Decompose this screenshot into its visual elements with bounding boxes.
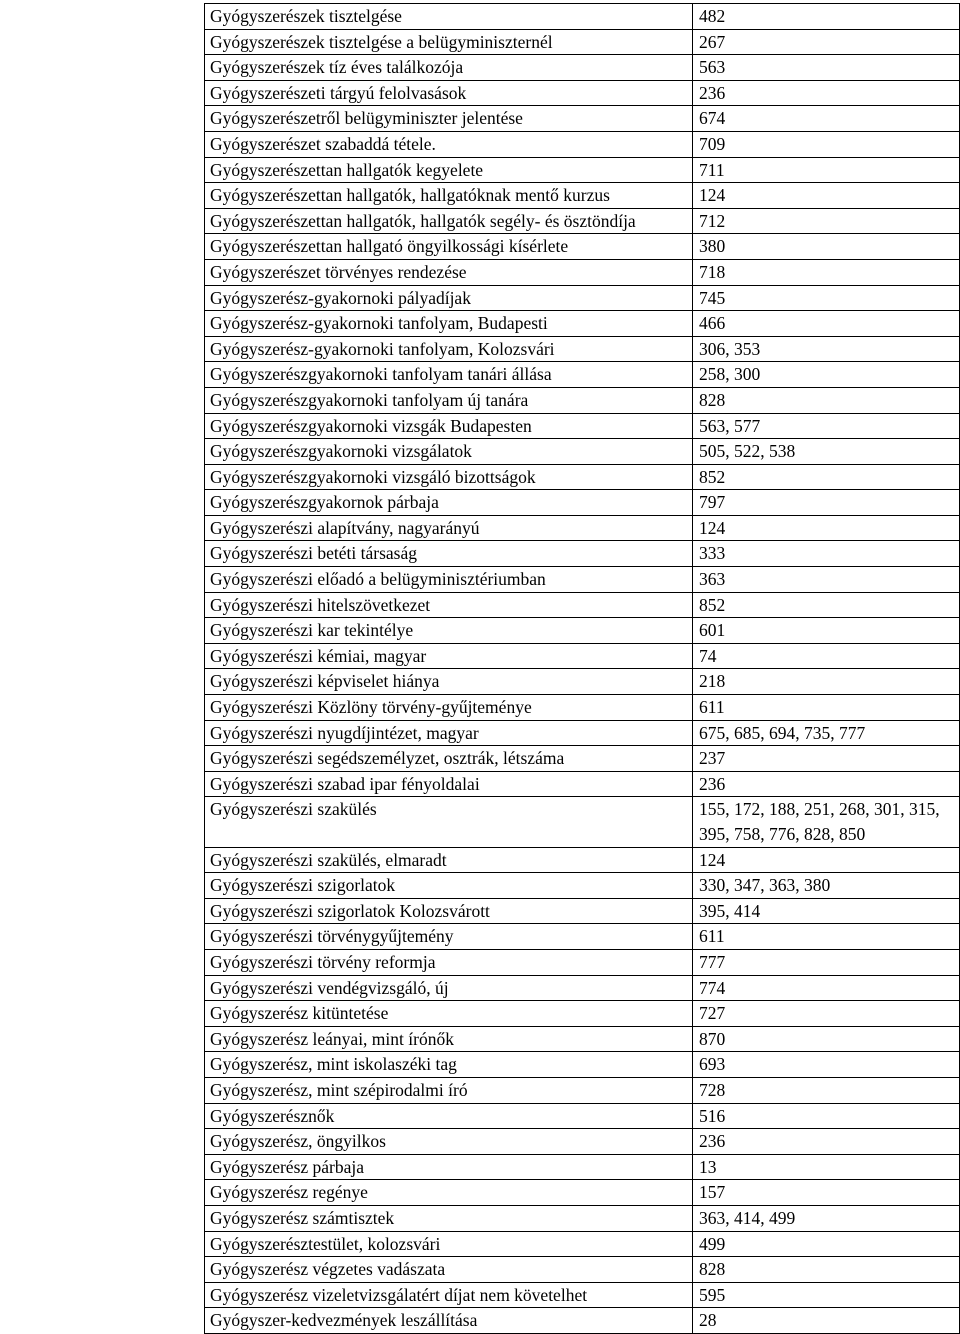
index-pages: 601 <box>693 618 960 644</box>
index-pages: 774 <box>693 975 960 1001</box>
index-term: Gyógyszerész vizeletvizsgálatért díjat nem követelhet <box>205 1282 693 1308</box>
index-term: Gyógyszerészi Közlöny törvény-gyűjteménye <box>205 695 693 721</box>
index-pages: 505, 522, 538 <box>693 439 960 465</box>
index-term: Gyógyszerészek tisztelgése <box>205 4 693 30</box>
index-term: Gyógyszerészek tisztelgése a belügyminiszternél <box>205 29 693 55</box>
index-pages: 258, 300 <box>693 362 960 388</box>
table-row <box>205 1154 960 1180</box>
table-row <box>205 55 960 81</box>
table-row <box>205 1026 960 1052</box>
index-pages: 74 <box>693 643 960 669</box>
index-pages: 728 <box>693 1077 960 1103</box>
table-row <box>205 4 960 30</box>
index-term: Gyógyszerésztestület, kolozsvári <box>205 1231 693 1257</box>
table-row <box>205 618 960 644</box>
index-term: Gyógyszerészgyakornoki vizsgálatok <box>205 439 693 465</box>
index-term: Gyógyszerészi szakülés, elmaradt <box>205 847 693 873</box>
index-term: Gyógyszerész-gyakornoki pályadíjak <box>205 285 693 311</box>
table-row <box>205 413 960 439</box>
index-term: Gyógyszerészet szabaddá tétele. <box>205 131 693 157</box>
table-row <box>205 541 960 567</box>
index-term: Gyógyszerészi szabad ipar fényoldalai <box>205 771 693 797</box>
table-row <box>205 1308 960 1334</box>
index-pages: 124 <box>693 183 960 209</box>
index-pages: 709 <box>693 131 960 157</box>
table-row <box>205 1052 960 1078</box>
table-row <box>205 29 960 55</box>
index-pages: 870 <box>693 1026 960 1052</box>
table-row <box>205 567 960 593</box>
table-row <box>205 336 960 362</box>
index-term: Gyógyszerészi segédszemélyzet, osztrák, létszáma <box>205 746 693 772</box>
index-pages: 236 <box>693 80 960 106</box>
table-row <box>205 720 960 746</box>
index-table <box>204 3 960 1334</box>
index-pages: 363, 414, 499 <box>693 1205 960 1231</box>
index-term: Gyógyszerészi betéti társaság <box>205 541 693 567</box>
index-pages: 330, 347, 363, 380 <box>693 873 960 899</box>
index-term: Gyógyszerész-gyakornoki tanfolyam, Kolozsvári <box>205 336 693 362</box>
index-pages: 852 <box>693 464 960 490</box>
index-term: Gyógyszerészettan hallgatók kegyelete <box>205 157 693 183</box>
index-term: Gyógyszerészi kémiai, magyar <box>205 643 693 669</box>
index-pages: 482 <box>693 4 960 30</box>
table-row <box>205 490 960 516</box>
index-pages: 718 <box>693 259 960 285</box>
index-pages: 516 <box>693 1103 960 1129</box>
table-row <box>205 924 960 950</box>
table-row <box>205 157 960 183</box>
table-row <box>205 387 960 413</box>
table-row <box>205 131 960 157</box>
table-row <box>205 1077 960 1103</box>
index-term: Gyógyszerészi képviselet hiánya <box>205 669 693 695</box>
table-row <box>205 975 960 1001</box>
index-term: Gyógyszerészgyakornoki tanfolyam új tanára <box>205 387 693 413</box>
index-term: Gyógyszerészi törvény reformja <box>205 949 693 975</box>
index-pages: 466 <box>693 311 960 337</box>
index-term: Gyógyszerészi alapítvány, nagyarányú <box>205 515 693 541</box>
index-pages: 797 <box>693 490 960 516</box>
table-row <box>205 592 960 618</box>
index-pages: 563, 577 <box>693 413 960 439</box>
index-pages: 13 <box>693 1154 960 1180</box>
index-term: Gyógyszerészek tíz éves találkozója <box>205 55 693 81</box>
index-term: Gyógyszerészi hitelszövetkezet <box>205 592 693 618</box>
index-pages: 777 <box>693 949 960 975</box>
index-pages: 852 <box>693 592 960 618</box>
index-term: Gyógyszerészi előadó a belügyminisztériumban <box>205 567 693 593</box>
index-pages: 218 <box>693 669 960 695</box>
index-pages: 595 <box>693 1282 960 1308</box>
index-term: Gyógyszerészi szakülés <box>205 797 693 847</box>
index-pages: 611 <box>693 924 960 950</box>
index-pages: 828 <box>693 1257 960 1283</box>
index-pages: 712 <box>693 208 960 234</box>
table-row <box>205 695 960 721</box>
index-term: Gyógyszerészi szigorlatok <box>205 873 693 899</box>
index-pages: 157 <box>693 1180 960 1206</box>
table-row <box>205 771 960 797</box>
index-pages: 499 <box>693 1231 960 1257</box>
index-pages: 306, 353 <box>693 336 960 362</box>
table-row <box>205 1231 960 1257</box>
index-term: Gyógyszerész végzetes vadászata <box>205 1257 693 1283</box>
index-term: Gyógyszerészettan hallgató öngyilkossági kísérlete <box>205 234 693 260</box>
index-term: Gyógyszerész, mint iskolaszéki tag <box>205 1052 693 1078</box>
table-row <box>205 949 960 975</box>
index-pages: 395, 414 <box>693 898 960 924</box>
index-pages: 674 <box>693 106 960 132</box>
table-row <box>205 1103 960 1129</box>
table-row <box>205 847 960 873</box>
index-pages: 563 <box>693 55 960 81</box>
index-pages: 124 <box>693 515 960 541</box>
index-term: Gyógyszerészi törvénygyűjtemény <box>205 924 693 950</box>
index-term: Gyógyszerészgyakornoki vizsgák Budapesten <box>205 413 693 439</box>
index-pages: 333 <box>693 541 960 567</box>
table-row <box>205 311 960 337</box>
index-term: Gyógyszerészgyakornok párbaja <box>205 490 693 516</box>
index-pages: 267 <box>693 29 960 55</box>
index-pages: 711 <box>693 157 960 183</box>
table-row <box>205 746 960 772</box>
table-row <box>205 1129 960 1155</box>
index-pages: 236 <box>693 1129 960 1155</box>
index-pages: 828 <box>693 387 960 413</box>
table-row <box>205 873 960 899</box>
index-pages: 380 <box>693 234 960 260</box>
index-term: Gyógyszerészeti tárgyú felolvasások <box>205 80 693 106</box>
index-pages: 363 <box>693 567 960 593</box>
table-row <box>205 515 960 541</box>
index-pages: 236 <box>693 771 960 797</box>
table-row <box>205 1205 960 1231</box>
index-term: Gyógyszerésznők <box>205 1103 693 1129</box>
index-pages: 675, 685, 694, 735, 777 <box>693 720 960 746</box>
index-pages: 727 <box>693 1001 960 1027</box>
index-term: Gyógyszerészetről belügyminiszter jelentése <box>205 106 693 132</box>
table-row <box>205 106 960 132</box>
index-term: Gyógyszerész számtisztek <box>205 1205 693 1231</box>
table-row <box>205 669 960 695</box>
index-pages: 124 <box>693 847 960 873</box>
index-term: Gyógyszer-kedvezmények leszállítása <box>205 1308 693 1334</box>
index-term: Gyógyszerészi vendégvizsgáló, új <box>205 975 693 1001</box>
table-row <box>205 797 960 847</box>
table-row <box>205 439 960 465</box>
table-row <box>205 183 960 209</box>
index-term: Gyógyszerész regénye <box>205 1180 693 1206</box>
index-pages: 155, 172, 188, 251, 268, 301, 315, 395, 758, 776, 828, 850 <box>693 797 960 847</box>
index-pages: 611 <box>693 695 960 721</box>
table-row <box>205 1282 960 1308</box>
index-term: Gyógyszerészet törvényes rendezése <box>205 259 693 285</box>
index-term: Gyógyszerészgyakornoki tanfolyam tanári állása <box>205 362 693 388</box>
table-row <box>205 643 960 669</box>
index-term: Gyógyszerész kitüntetése <box>205 1001 693 1027</box>
index-table-body <box>205 4 960 1334</box>
index-term: Gyógyszerészettan hallgatók, hallgatóknak mentő kurzus <box>205 183 693 209</box>
index-term: Gyógyszerészgyakornoki vizsgáló bizottságok <box>205 464 693 490</box>
table-row <box>205 1001 960 1027</box>
index-term: Gyógyszerész leányai, mint írónők <box>205 1026 693 1052</box>
table-row <box>205 208 960 234</box>
index-pages: 745 <box>693 285 960 311</box>
index-term: Gyógyszerészi nyugdíjintézet, magyar <box>205 720 693 746</box>
index-pages: 693 <box>693 1052 960 1078</box>
table-row <box>205 285 960 311</box>
index-term: Gyógyszerészettan hallgatók, hallgatók segély- és ösztöndíja <box>205 208 693 234</box>
table-row <box>205 1180 960 1206</box>
index-term: Gyógyszerész, öngyilkos <box>205 1129 693 1155</box>
table-row <box>205 80 960 106</box>
table-row <box>205 898 960 924</box>
index-term: Gyógyszerészi kar tekintélye <box>205 618 693 644</box>
table-row <box>205 362 960 388</box>
index-term: Gyógyszerész párbaja <box>205 1154 693 1180</box>
table-row <box>205 1257 960 1283</box>
table-row <box>205 464 960 490</box>
index-term: Gyógyszerész-gyakornoki tanfolyam, Budapesti <box>205 311 693 337</box>
index-pages: 28 <box>693 1308 960 1334</box>
index-term: Gyógyszerész, mint szépirodalmi író <box>205 1077 693 1103</box>
index-pages: 237 <box>693 746 960 772</box>
table-row <box>205 259 960 285</box>
index-term: Gyógyszerészi szigorlatok Kolozsvárott <box>205 898 693 924</box>
table-row <box>205 234 960 260</box>
